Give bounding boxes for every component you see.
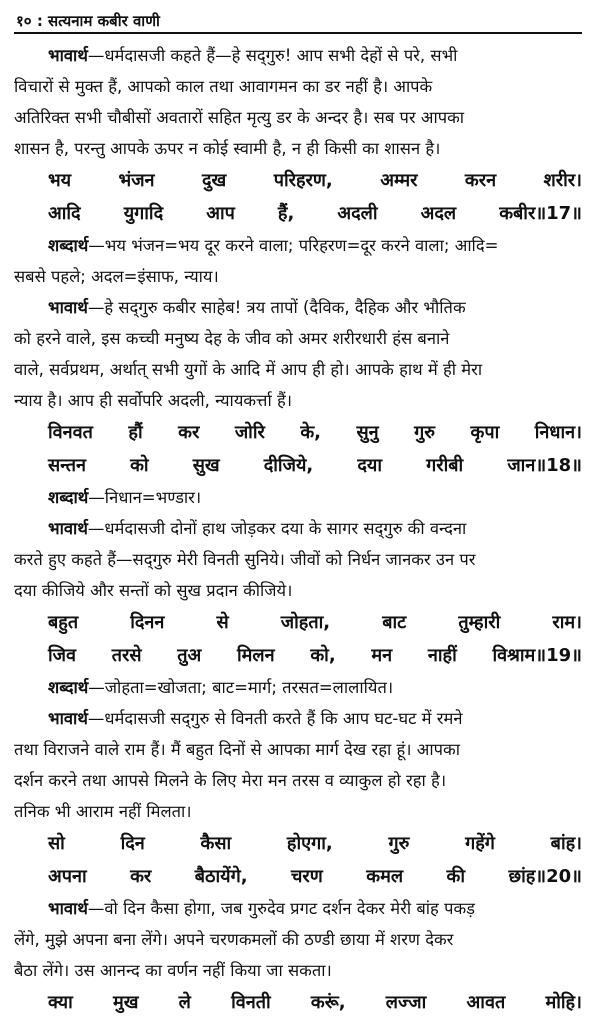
- line-text: दर्शन करने तथा आपसे मिलने के लिए मेरा मन तरस व व्याकुल हो रहा है।: [14, 771, 447, 790]
- verse-word: जान॥18॥: [507, 455, 582, 476]
- verse-word: के,: [300, 422, 322, 443]
- verse-word: युगादि: [123, 203, 164, 224]
- verse-word: तुम्हारी: [458, 612, 501, 633]
- paragraph-line: [14, 292, 582, 323]
- verse-word: भंजन: [118, 170, 155, 191]
- verse-word: कबीर॥17॥: [499, 203, 582, 224]
- line-text: तनिक भी आराम नहीं मिलता।: [14, 802, 192, 821]
- paragraph-term: भावार्थ: [48, 519, 88, 538]
- verse-word: क्या: [48, 992, 73, 1013]
- verse-word: करूं,: [310, 992, 346, 1013]
- verse-word: शरीर।: [543, 170, 582, 191]
- line-text: बैठा लेंगे। उस आनन्द का वर्णन नहीं किया जा सकता।: [14, 961, 332, 980]
- verse-word: सन्तन: [48, 455, 86, 476]
- paragraph-line: [14, 40, 582, 71]
- verse-word: कैसा: [200, 833, 232, 854]
- paragraph-line: [14, 513, 582, 544]
- verse-word: लज्जा: [385, 992, 427, 1013]
- paragraph-term: भावार्थ: [48, 899, 88, 918]
- verse-word: से: [216, 612, 229, 633]
- paragraph-line: [14, 230, 582, 261]
- verse-word: को: [130, 455, 149, 476]
- line-text: —धर्मदासजी कहते हैं—हे सद्‌गुरु! आप सभी देहों से परे, सभी: [87, 46, 458, 65]
- paragraph-line: [14, 765, 582, 796]
- paragraph-line: [14, 544, 582, 575]
- verse-word: मोहि।: [545, 992, 582, 1013]
- verse-word: कमल: [366, 866, 404, 887]
- line-text: —निधान=भण्डार।: [88, 488, 202, 507]
- verse-word: अदल: [420, 203, 457, 224]
- verse-word: छांह॥20॥: [508, 866, 582, 887]
- verse-word: मुख: [112, 992, 139, 1013]
- verse-word: अपना: [48, 866, 87, 887]
- verse-line: [48, 606, 582, 639]
- explanation-paragraph: [14, 40, 582, 164]
- verse-word: बाट: [382, 612, 407, 633]
- line-text: लेंगे, मुझे अपना बना लेंगे। अपने चरणकमलों की ठण्डी छाया में शरण देकर: [14, 930, 454, 949]
- verse-line: [48, 827, 582, 860]
- verse-word: बहुत: [48, 612, 79, 633]
- verse-word: सो: [48, 833, 65, 854]
- verse-word: दिनन: [130, 612, 165, 633]
- verse-word: गुरु: [388, 833, 410, 854]
- explanation-paragraph: [14, 893, 582, 986]
- line-text: —वो दिन कैसा होगा, जब गुरुदेव प्रगट दर्शन देकर मेरी बांह पकड़: [87, 899, 475, 918]
- verse-word: बैठायेंगे,: [194, 866, 248, 887]
- verse-word: होएगा,: [286, 833, 333, 854]
- verse-word: परिहरण,: [273, 170, 333, 191]
- verse-word: हौं: [128, 422, 143, 443]
- line-text: दया कीजिये और सन्तों को सुख प्रदान कीजिये।: [14, 581, 293, 600]
- paragraph-line: [14, 385, 582, 416]
- verse-word: बांह।: [550, 833, 582, 854]
- verse-line: [48, 164, 582, 197]
- paragraph-term: भावार्थ: [48, 46, 88, 65]
- verse-word: कृपा: [470, 422, 500, 443]
- line-text: को हरने वाले, इस कच्ची मनुष्य देह के जीव को अमर शरीरधारी हंस बनाने: [14, 329, 450, 348]
- explanation-paragraph: [14, 292, 582, 416]
- line-text: न्याय है। आप ही सर्वोपरि अदली, न्यायकर्त्ता हैं।: [14, 391, 292, 410]
- verse-word: आदि: [48, 203, 81, 224]
- line-text: सबसे पहले; अदल=इंसाफ, न्याय।: [14, 267, 219, 286]
- paragraph-line: [14, 71, 582, 102]
- verse-word: कर: [178, 422, 200, 443]
- running-header: १० : सत्यनाम कबीर वाणी: [14, 10, 582, 34]
- verse-word: तुअ: [177, 645, 202, 666]
- verse-word: गहेंगे: [465, 833, 495, 854]
- verse-word: विनती: [231, 992, 271, 1013]
- verse-line: [48, 860, 582, 893]
- verse-line: [48, 639, 582, 672]
- paragraph-line: [14, 703, 582, 734]
- line-text: विचारों से मुक्त हैं, आपको काल तथा आवागमन का डर नहीं है। आपके: [14, 77, 433, 96]
- line-text: —हे सद्‌गुरु कबीर साहेब! त्रय तापों (दैविक, दैहिक और भौतिक: [87, 298, 466, 317]
- verse-line: [48, 986, 582, 1019]
- paragraph-term: शब्दार्थ: [48, 678, 89, 697]
- verse-word: दुख: [201, 170, 227, 191]
- paragraph-line: [14, 672, 582, 703]
- paragraph-line: [14, 354, 582, 385]
- verse-word: हैं,: [277, 203, 295, 224]
- verse-word: ले: [178, 992, 191, 1013]
- verse-word: दया: [357, 455, 382, 476]
- verse-line: [48, 416, 582, 449]
- verse-couplet: [14, 164, 582, 230]
- verse-word: जिव: [48, 645, 77, 666]
- paragraph-term: शब्दार्थ: [48, 488, 89, 507]
- verse-word: अदली: [337, 203, 378, 224]
- verse-word: आप: [206, 203, 235, 224]
- verse-couplet: [14, 416, 582, 482]
- verse-word: गुरु: [414, 422, 436, 443]
- verse-word: कर: [130, 866, 152, 887]
- verse-word: जोहता,: [280, 612, 331, 633]
- line-text: अतिरिक्त सभी चौबीसों अवतारों सहित मृत्यु डर के अन्दर है। सब पर आपका: [14, 108, 465, 127]
- verse-word: तरसे: [111, 645, 142, 666]
- paragraph-line: [14, 261, 582, 292]
- paragraph-line: [14, 575, 582, 606]
- verse-line: [48, 449, 582, 482]
- paragraph-line: [14, 796, 582, 827]
- verse-word: दीजिये,: [263, 455, 314, 476]
- explanation-paragraph: [14, 513, 582, 606]
- page-content: [14, 40, 582, 1019]
- verse-word: निधान।: [534, 422, 582, 443]
- verse-word: गरीबी: [426, 455, 464, 476]
- verse-word: अम्मर: [380, 170, 418, 191]
- verse-word: नाहीं: [427, 645, 457, 666]
- paragraph-line: [14, 955, 582, 986]
- verse-couplet: [14, 827, 582, 893]
- paragraph-line: [14, 482, 582, 513]
- glossary-paragraph: [14, 482, 582, 513]
- verse-word: की: [446, 866, 466, 887]
- verse-word: जोरि: [234, 422, 265, 443]
- paragraph-term: भावार्थ: [48, 298, 88, 317]
- paragraph-line: [14, 924, 582, 955]
- explanation-paragraph: [14, 703, 582, 827]
- verse-word: चरण: [291, 866, 323, 887]
- verse-word: राम।: [552, 612, 582, 633]
- verse-line: [48, 197, 582, 230]
- verse-couplet: [14, 606, 582, 672]
- verse-word: करन: [464, 170, 497, 191]
- line-text: —जोहता=खोजता; बाट=मार्ग; तरसत=लालायित।: [88, 678, 394, 697]
- verse-word: भय: [48, 170, 72, 191]
- verse-word: दिन: [120, 833, 145, 854]
- verse-couplet: [14, 986, 582, 1019]
- glossary-paragraph: [14, 672, 582, 703]
- paragraph-line: [14, 893, 582, 924]
- paragraph-term: भावार्थ: [48, 709, 88, 728]
- paragraph-line: [14, 734, 582, 765]
- line-text: —भय भंजन=भय दूर करने वाला; परिहरण=दूर करने वाला; आदि=: [88, 236, 499, 255]
- paragraph-line: [14, 323, 582, 354]
- paragraph-term: शब्दार्थ: [48, 236, 89, 255]
- verse-word: आवत: [466, 992, 506, 1013]
- verse-word: सुनु: [356, 422, 379, 443]
- verse-word: मन: [371, 645, 393, 666]
- line-text: —धर्मदासजी दोनों हाथ जोड़कर दया के सागर सद्‌गुरु की वन्दना: [87, 519, 467, 538]
- line-text: शासन है, परन्तु आपके ऊपर न कोई स्वामी है, न ही किसी का शासन है।: [14, 139, 441, 158]
- paragraph-line: [14, 133, 582, 164]
- glossary-paragraph: [14, 230, 582, 292]
- verse-word: को,: [310, 645, 336, 666]
- verse-word: विनवत: [48, 422, 93, 443]
- verse-word: मिलन: [237, 645, 275, 666]
- verse-word: सुख: [192, 455, 220, 476]
- verse-word: विश्राम॥19॥: [492, 645, 582, 666]
- line-text: करते हुए कहते हैं—सद्‌गुरु मेरी विनती सुनिये। जीवों को निर्धन जानकर उन पर: [14, 550, 476, 569]
- line-text: तथा विराजने वाले राम हैं। मैं बहुत दिनों से आपका मार्ग देख रहा हूं। आपका: [14, 740, 460, 759]
- line-text: वाले, सर्वप्रथम, अर्थात् सभी युगों के आदि में आप ही हो। आपके हाथ में ही मेरा: [14, 360, 483, 379]
- line-text: —धर्मदासजी सद्‌गुरु से विनती करते हैं कि आप घट-घट में रमने: [87, 709, 463, 728]
- paragraph-line: [14, 102, 582, 133]
